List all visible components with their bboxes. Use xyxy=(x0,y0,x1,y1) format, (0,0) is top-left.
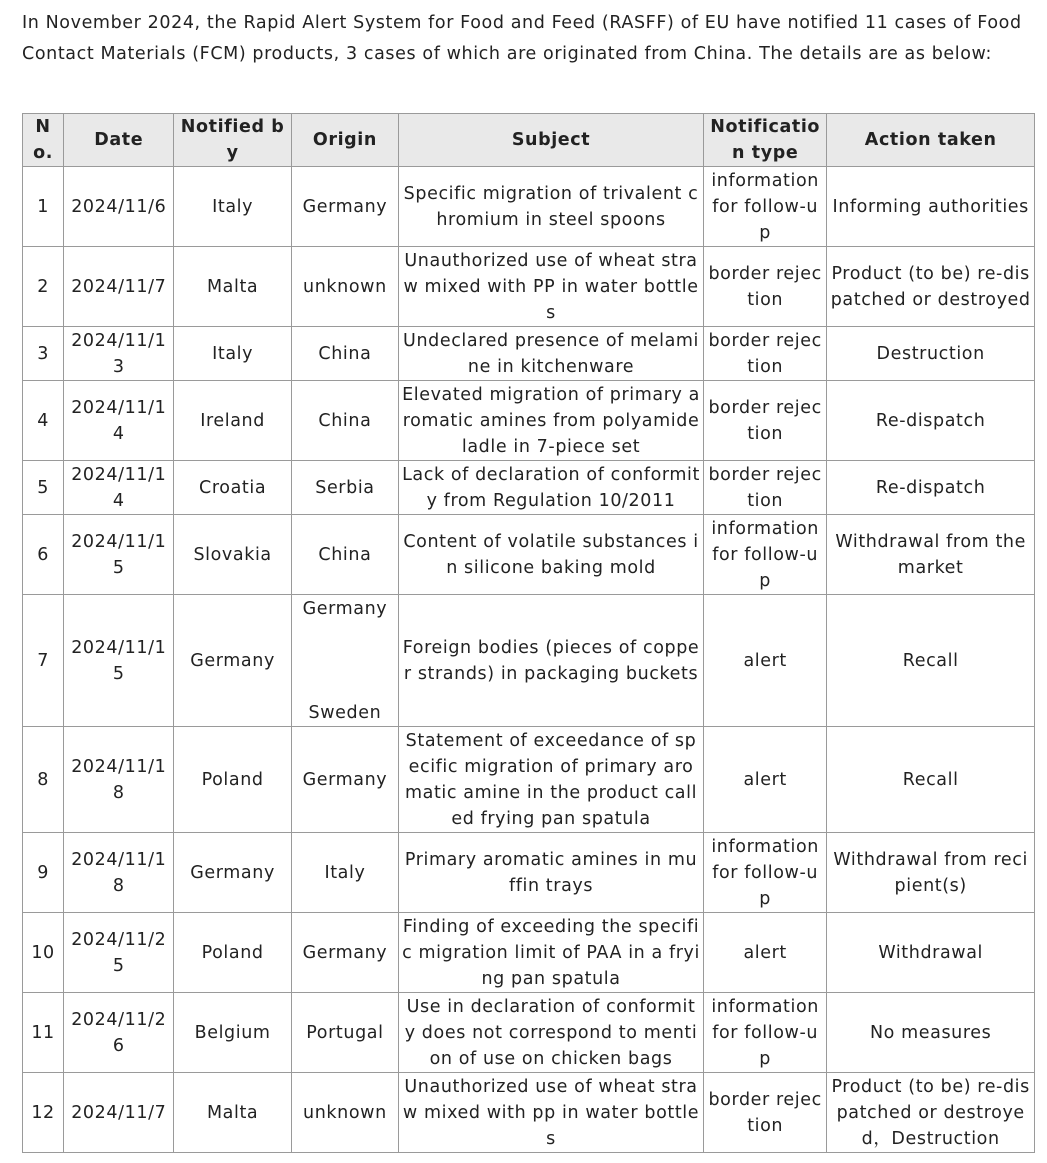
cell-date: 2024/11/25 xyxy=(64,913,174,993)
header-action-taken: Action taken xyxy=(827,114,1035,167)
table-header-row xyxy=(23,114,1035,167)
cell-origin: Germany xyxy=(291,913,398,993)
cell-action-taken: Destruction xyxy=(827,327,1035,381)
cell-notified-by: Croatia xyxy=(174,461,291,515)
cell-no: 9 xyxy=(23,833,64,913)
cell-notification-type: information for follow-up xyxy=(703,993,826,1073)
cell-action-taken: Product (to be) re-dispatched or destroyed，Destruction xyxy=(827,1073,1035,1153)
cell-date: 2024/11/15 xyxy=(64,595,174,727)
cell-origin: China xyxy=(291,515,398,595)
table-row xyxy=(23,167,1035,247)
cell-action-taken: Withdrawal xyxy=(827,913,1035,993)
cell-subject: Specific migration of trivalent chromium in steel spoons xyxy=(399,167,704,247)
cell-notified-by: Italy xyxy=(174,327,291,381)
cell-notification-type: alert xyxy=(703,595,826,727)
cell-notified-by: Malta xyxy=(174,1073,291,1153)
cell-no: 5 xyxy=(23,461,64,515)
cell-notified-by: Belgium xyxy=(174,993,291,1073)
cell-notification-type: border rejection xyxy=(703,1073,826,1153)
cell-date: 2024/11/18 xyxy=(64,833,174,913)
cell-date: 2024/11/7 xyxy=(64,247,174,327)
cell-date: 2024/11/18 xyxy=(64,727,174,833)
header-origin: Origin xyxy=(291,114,398,167)
cell-origin: Germany xyxy=(291,727,398,833)
header-subject: Subject xyxy=(399,114,704,167)
cell-action-taken: Product (to be) re-dispatched or destroyed xyxy=(827,247,1035,327)
cell-date: 2024/11/7 xyxy=(64,1073,174,1153)
cell-origin-first: Germany xyxy=(302,598,388,619)
cell-notified-by: Germany xyxy=(174,595,291,727)
cell-no: 8 xyxy=(23,727,64,833)
cell-no: 6 xyxy=(23,515,64,595)
cell-origin: Germany xyxy=(291,167,398,247)
cell-no: 12 xyxy=(23,1073,64,1153)
cell-notification-type: alert xyxy=(703,913,826,993)
table-row xyxy=(23,461,1035,515)
cell-subject: Finding of exceeding the specific migration limit of PAA in a frying pan spatula xyxy=(399,913,704,993)
cell-notification-type: border rejection xyxy=(703,247,826,327)
cell-subject: Undeclared presence of melamine in kitchenware xyxy=(399,327,704,381)
cell-origin: unknown xyxy=(291,1073,398,1153)
cell-subject: Foreign bodies (pieces of copper strands) in packaging buckets xyxy=(399,595,704,727)
cell-origin: Italy xyxy=(291,833,398,913)
cell-action-taken: Re-dispatch xyxy=(827,461,1035,515)
cell-action-taken: Withdrawal from recipient(s) xyxy=(827,833,1035,913)
cell-notification-type: border rejection xyxy=(703,381,826,461)
cell-origin: unknown xyxy=(291,247,398,327)
cell-notified-by: Malta xyxy=(174,247,291,327)
cell-notification-type: alert xyxy=(703,727,826,833)
cell-no: 10 xyxy=(23,913,64,993)
cell-notification-type: information for follow-up xyxy=(703,833,826,913)
cell-subject: Elevated migration of primary aromatic amines from polyamide ladle in 7-piece set xyxy=(399,381,704,461)
header-notification-type: Notification type xyxy=(703,114,826,167)
cell-notified-by: Germany xyxy=(174,833,291,913)
cell-action-taken: Informing authorities xyxy=(827,167,1035,247)
cell-origin: China xyxy=(291,327,398,381)
cell-origin: Serbia xyxy=(291,461,398,515)
cell-subject: Lack of declaration of conformity from Regulation 10/2011 xyxy=(399,461,704,515)
table-row xyxy=(23,381,1035,461)
cell-notification-type: information for follow-up xyxy=(703,167,826,247)
table-row xyxy=(23,913,1035,993)
cell-origin xyxy=(291,595,398,727)
table-row xyxy=(23,727,1035,833)
cell-date: 2024/11/15 xyxy=(64,515,174,595)
cell-origin: China xyxy=(291,381,398,461)
cell-action-taken: No measures xyxy=(827,993,1035,1073)
cell-action-taken: Recall xyxy=(827,595,1035,727)
cell-subject: Unauthorized use of wheat straw mixed with PP in water bottles xyxy=(399,247,704,327)
cell-date: 2024/11/26 xyxy=(64,993,174,1073)
cell-action-taken: Re-dispatch xyxy=(827,381,1035,461)
cell-no: 2 xyxy=(23,247,64,327)
rasff-table xyxy=(22,113,1035,1153)
cell-no: 3 xyxy=(23,327,64,381)
cell-notification-type: border rejection xyxy=(703,461,826,515)
intro-paragraph: In November 2024, the Rapid Alert System for Food and Feed (RASFF) of EU have notified 11 cases of Food Contact Materials (FCM) products, 3 cases of which are originated from China. The details are as below: xyxy=(22,13,1022,64)
cell-notification-type: border rejection xyxy=(703,327,826,381)
cell-subject: Use in declaration of conformity does not correspond to mention of use on chicken bags xyxy=(399,993,704,1073)
cell-date: 2024/11/14 xyxy=(64,461,174,515)
cell-subject: Content of volatile substances in silicone baking mold xyxy=(399,515,704,595)
table-row xyxy=(23,833,1035,913)
header-notified-by: Notified by xyxy=(174,114,291,167)
table-row xyxy=(23,247,1035,327)
cell-notification-type: information for follow-up xyxy=(703,515,826,595)
cell-notified-by: Ireland xyxy=(174,381,291,461)
cell-notified-by: Poland xyxy=(174,727,291,833)
cell-origin: Portugal xyxy=(291,993,398,1073)
cell-origin-second: Sweden xyxy=(308,702,382,723)
cell-subject: Primary aromatic amines in muffin trays xyxy=(399,833,704,913)
cell-no: 1 xyxy=(23,167,64,247)
cell-date: 2024/11/13 xyxy=(64,327,174,381)
cell-notified-by: Poland xyxy=(174,913,291,993)
table-row xyxy=(23,595,1035,727)
table-row xyxy=(23,1073,1035,1153)
cell-no: 4 xyxy=(23,381,64,461)
cell-notified-by: Slovakia xyxy=(174,515,291,595)
cell-date: 2024/11/14 xyxy=(64,381,174,461)
table-row xyxy=(23,327,1035,381)
cell-action-taken: Withdrawal from the market xyxy=(827,515,1035,595)
header-no: No. xyxy=(23,114,64,167)
cell-no: 11 xyxy=(23,993,64,1073)
cell-date: 2024/11/6 xyxy=(64,167,174,247)
cell-subject: Statement of exceedance of specific migration of primary aromatic amine in the product called frying pan spatula xyxy=(399,727,704,833)
cell-action-taken: Recall xyxy=(827,727,1035,833)
header-date: Date xyxy=(64,114,174,167)
cell-subject: Unauthorized use of wheat straw mixed with pp in water bottles xyxy=(399,1073,704,1153)
cell-notified-by: Italy xyxy=(174,167,291,247)
table-row xyxy=(23,993,1035,1073)
table-row xyxy=(23,515,1035,595)
cell-no: 7 xyxy=(23,595,64,727)
